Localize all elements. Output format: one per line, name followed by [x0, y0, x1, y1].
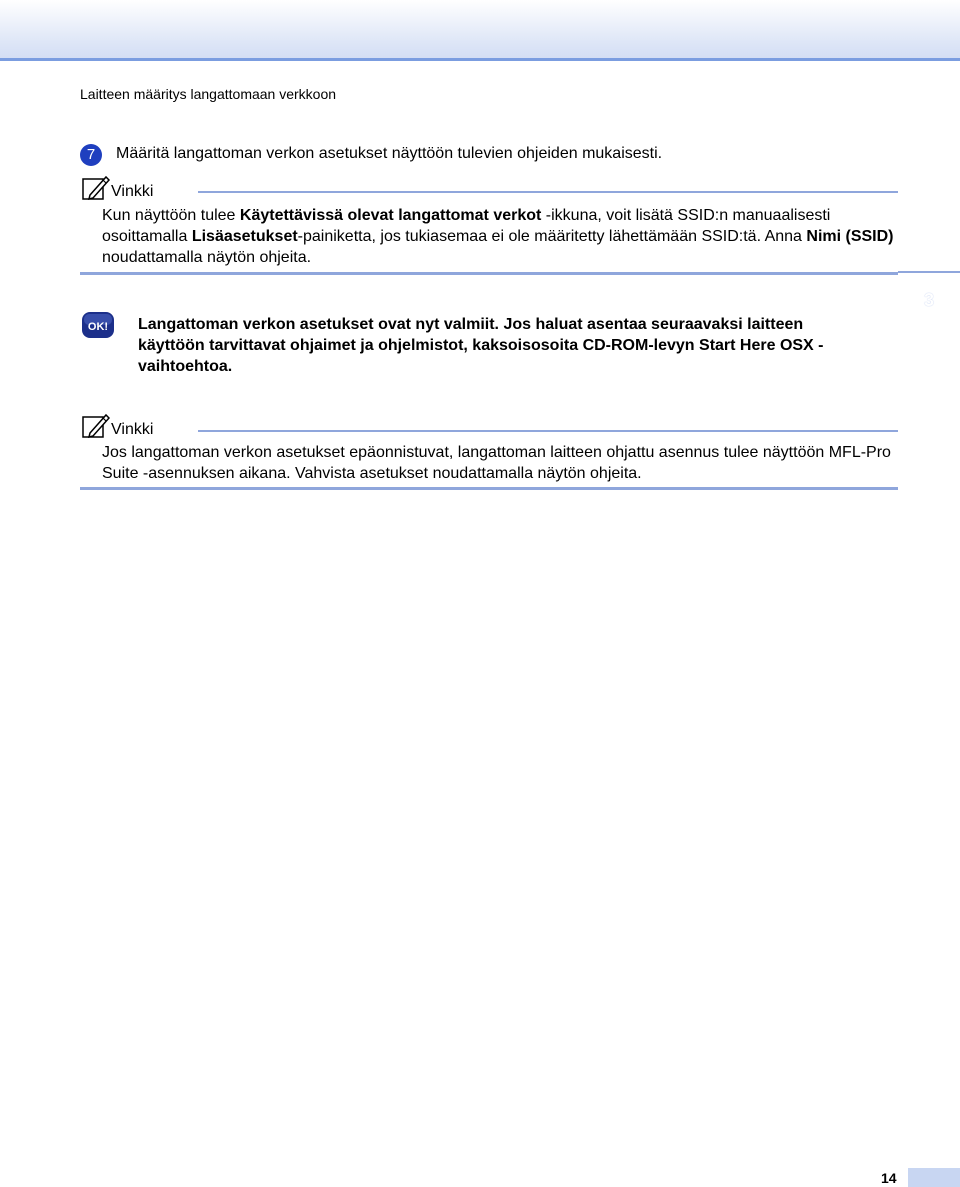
page-top-band [0, 0, 960, 61]
pencil-note-icon [80, 173, 110, 203]
note-top-rule [198, 191, 898, 193]
chapter-rule [898, 271, 960, 273]
page-number-bar [908, 1168, 960, 1187]
chapter-number: 3 [923, 290, 934, 310]
note-body: Kun näyttöön tulee Käytettävissä olevat langattomat verkot -ikkuna, voit lisätä SSID:n manuaalisesti osoittamalla Lisäasetukset-painiketta, jos tukiasemaa ei ole määritetty lähettämään SSID:tä. Anna Nimi (SSID) noudattamalla näytön ohjeita. [102, 207, 894, 266]
note-bottom-rule [80, 487, 898, 490]
note-box-1 [80, 173, 898, 275]
note-top-rule [198, 430, 898, 432]
ok-badge-icon [81, 311, 115, 339]
note-title: Vinkki [111, 421, 154, 438]
ok-badge-label: OK! [87, 321, 109, 333]
note-body: Jos langattoman verkon asetukset epäonnistuvat, langattoman laitteen ohjattu asennus tulee näyttöön MFL-Pro Suite -asennuksen aikana. Vahvista asetukset noudattamalla näytön ohjeita. [102, 444, 891, 482]
note-box-2 [80, 411, 898, 491]
page-number: 14 [881, 1170, 897, 1186]
note-title: Vinkki [111, 183, 154, 200]
running-header: Laitteen määritys langattomaan verkkoon [80, 86, 337, 102]
note-bottom-rule [80, 272, 898, 275]
step-number-badge: 7 [80, 144, 102, 166]
step-instruction: Määritä langattoman verkon asetukset näyttöön tulevien ohjeiden mukaisesti. [116, 145, 663, 162]
ok-message: Langattoman verkon asetukset ovat nyt valmiit. Jos haluat asentaa seuraavaksi laitteen käyttöön tarvittavat ohjaimet ja ohjelmistot, kaksoisosoita CD-ROM-levyn Start Here OSX -vaihtoehtoa. [138, 316, 824, 375]
pencil-note-icon [80, 411, 110, 441]
